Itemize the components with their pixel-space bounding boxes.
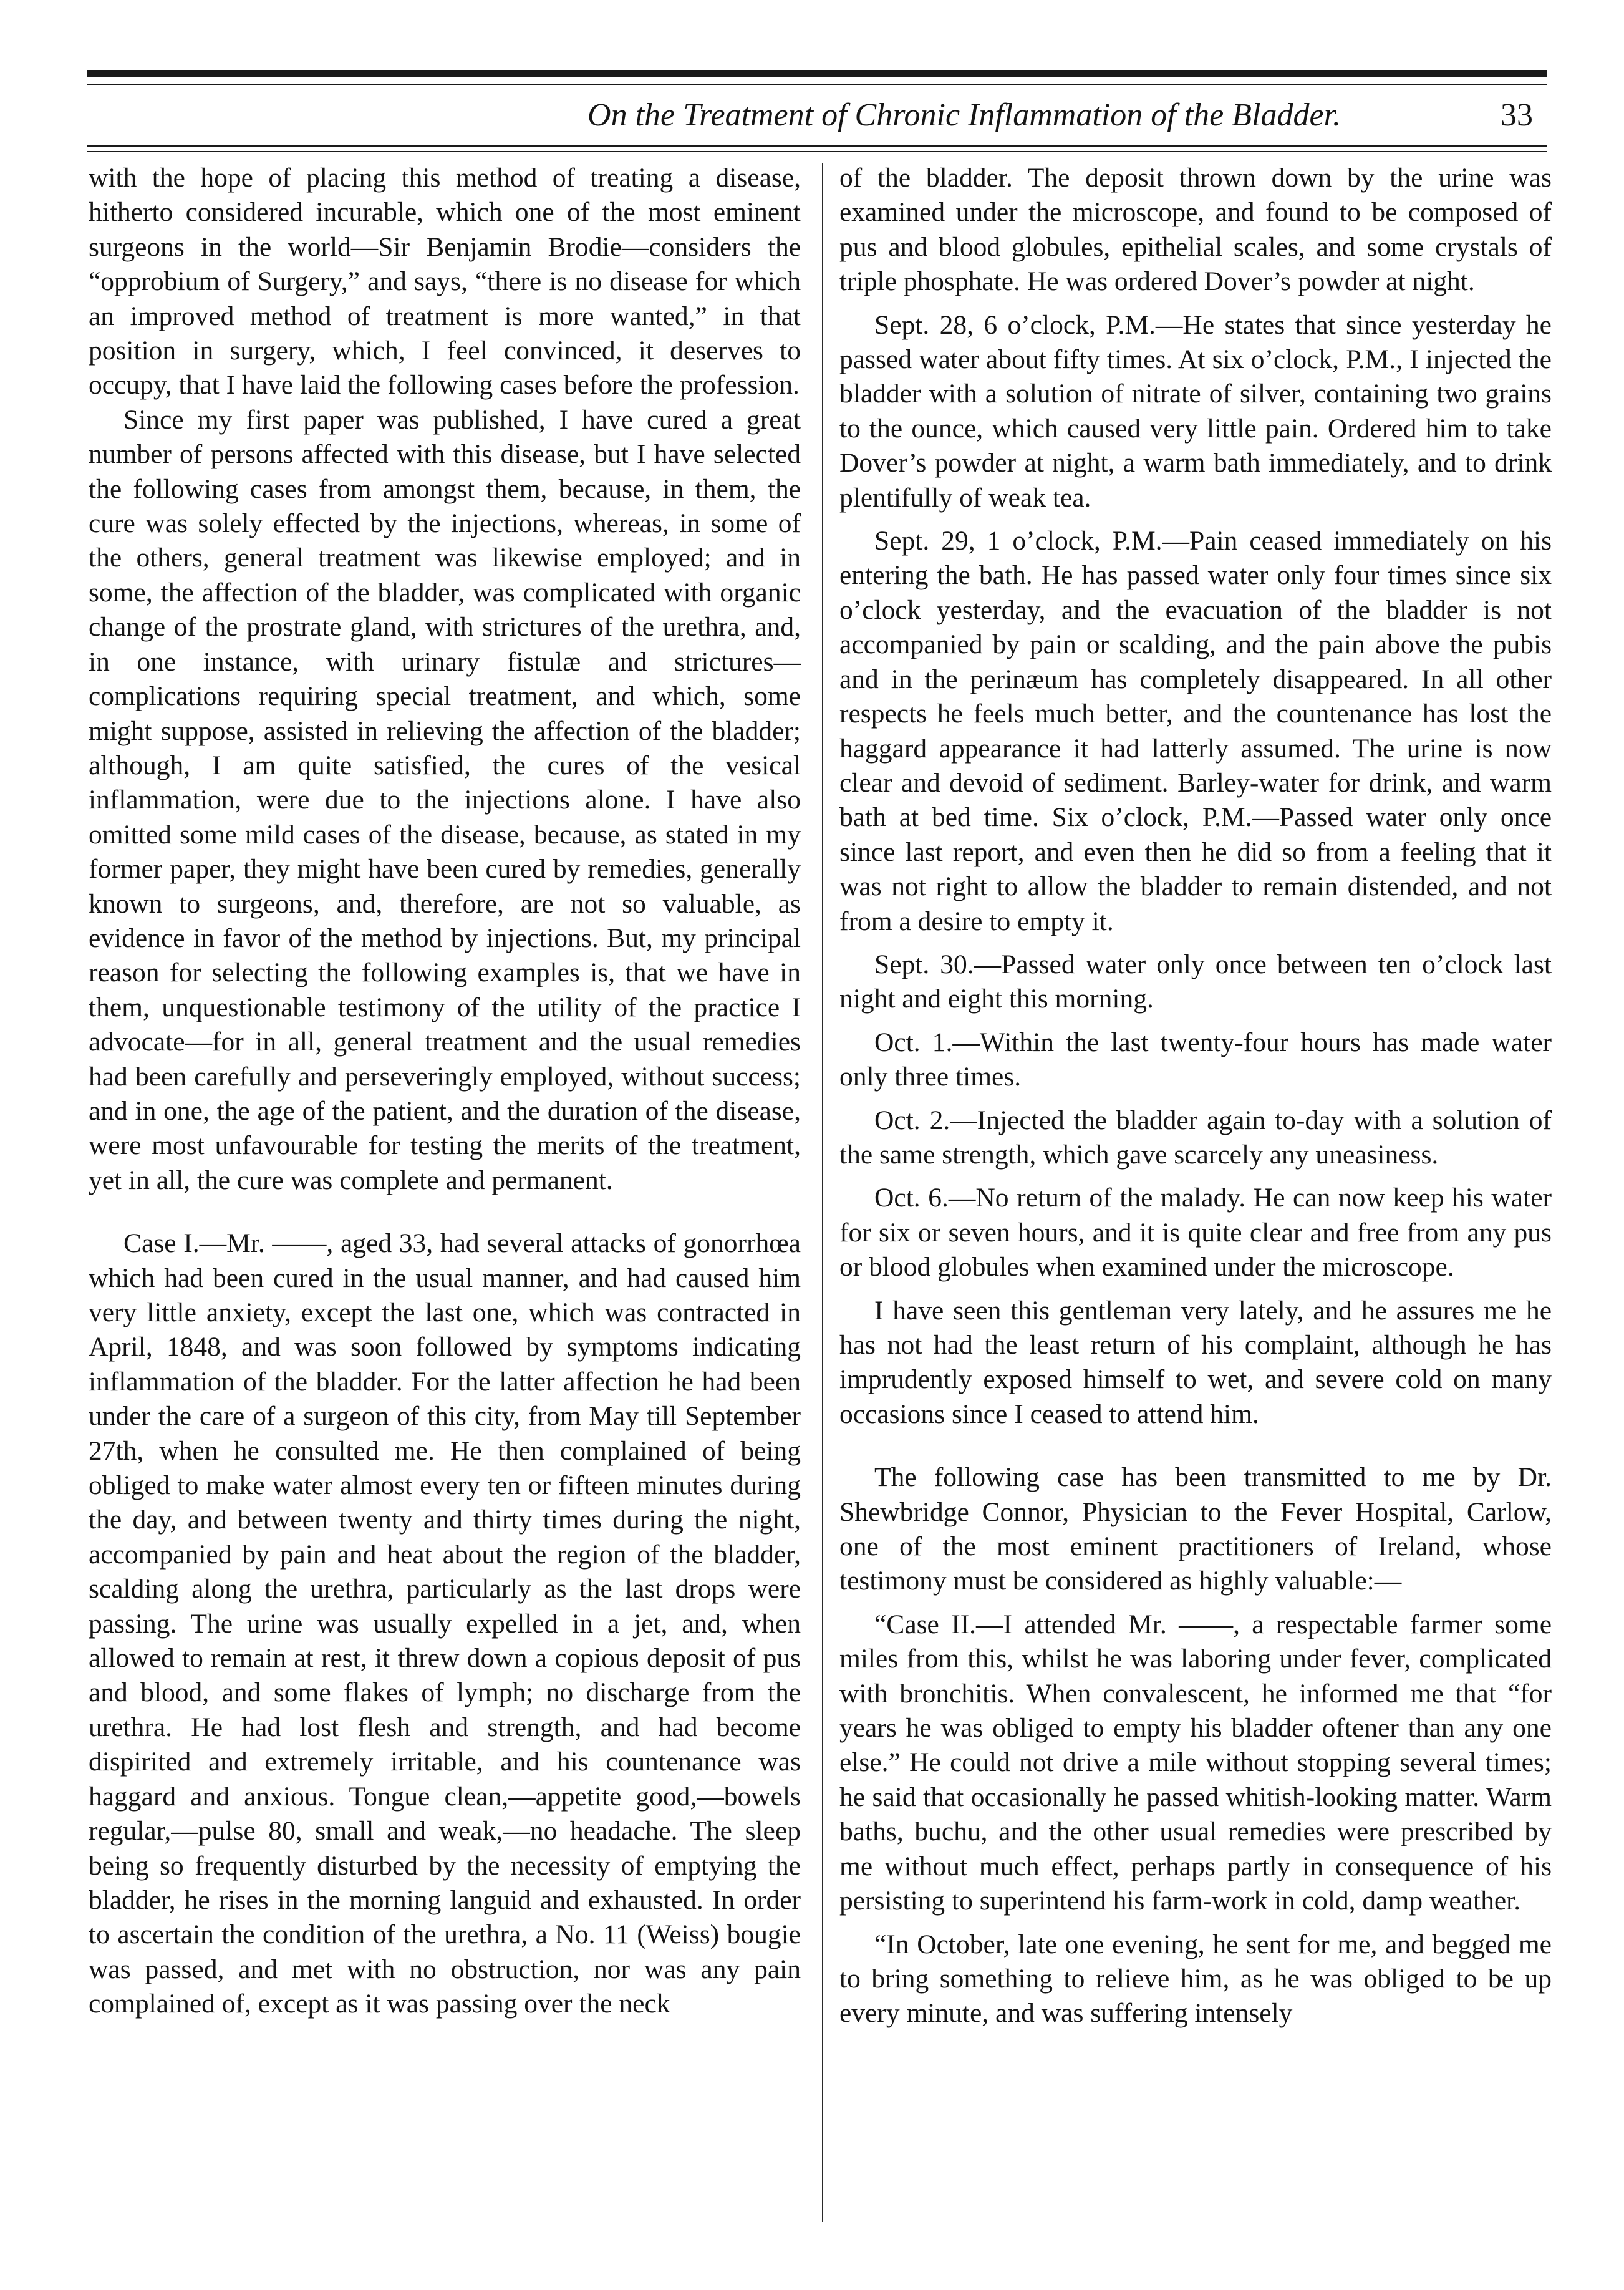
case-two-paragraph: “Case II.—I attended Mr. ——, a respectable farmer some miles from this, whilst he was laboring under fever, complicated with bronchitis. When convalescent, he informed me that “for years he was obliged to empty his bladder oftener than any one else.” He could not drive a mile without stopping several times; he said that occasionally he passed whitish-looking matter. Warm baths, buchu, and the other usual remedies were prescribed by me without much effect, perhaps partly in consequence of his persisting to superintend his farm-work in cold, damp weather.	[839, 1609, 1552, 1916]
paragraph: Oct. 2.—Injected the bladder again to-day with a solution of the same strength, which gave scarcely any uneasiness.	[839, 1105, 1552, 1170]
paragraph: “In October, late one evening, he sent for me, and begged me to bring something to relieve him, as he was obliged to be up every minute, and was suffering intensely	[839, 1929, 1552, 2029]
left-column	[89, 161, 801, 2022]
page-number: 33	[1501, 97, 1533, 133]
paragraph: Sept. 29, 1 o’clock, P.M.—Pain ceased immediately on his entering the bath. He has passed water only four times since six o’clock yesterday, and the evacuation of the bladder is not accompanied by pain or scalding, and the pain above the pubis and in the perinæum has completely disappeared. In all other respects he feels much better, and the countenance has lost the haggard appearance it had latterly assumed. The urine is now clear and devoid of sediment. Barley-water for drink, and warm bath at bed time. Six o’clock, P.M.—Passed water only once since last report, and even then he did so from a feeling that it was not right to allow the bladder to remain distended, and not from a desire to empty it.	[839, 526, 1552, 936]
paragraph: The following case has been transmitted to me by Dr. Shewbridge Connor, Physician to the Fever Hospital, Carlow, one of the most eminent practitioners of Ireland, whose testimony must be considered as highly valuable:—	[839, 1462, 1552, 1596]
paragraph: of the bladder. The deposit thrown down by the urine was examined under the microscope, and found to be composed of pus and blood globules, epithelial scales, and some crystals of triple phosphate. He was ordered Dover’s powder at night.	[839, 163, 1552, 297]
paragraph: Oct. 1.—Within the last twenty-four hours has made water only three times.	[839, 1027, 1552, 1092]
case-one-paragraph: Case I.—Mr. ——, aged 33, had several attacks of gonorrhœa which had been cured in the usual manner, and had caused him very little anxiety, except the last one, which was contracted in April, 1848, and was soon followed by symptoms indicating inflammation of the bladder. For the latter affection he had been under the care of a surgeon of this city, from May till September 27th, when he consulted me. He then complained of being obliged to make water almost every ten or fifteen minutes during the day, and between twenty and thirty times during the night, accompanied by pain and heat about the region of the bladder, scalding along the urethra, particularly as the last drops were passing. The urine was usually expelled in a jet, and, when allowed to remain at rest, it threw down a copious deposit of pus and blood, and some flakes of lymph; no discharge from the urethra. He had lost flesh and strength, and had become dispirited and extremely irritable, and his countenance was haggard and anxious. Tongue clean,—appetite good,—bowels regular,—pulse 80, small and weak,—no headache. The sleep being so frequently disturbed by the necessity of emptying the bladder, he rises in the morning languid and exhausted. In order to ascertain the condition of the urethra, a No. 11 (Weiss) bougie was passed, and met with no obstruction, nor was any pain complained of, except as it was passing over the neck	[89, 1228, 801, 2019]
paragraph: Oct. 6.—No return of the malady. He can now keep his water for six or seven hours, and it is quite clear and free from any pus or blood globules when examined under the microscope.	[839, 1183, 1552, 1283]
top-thick-rule	[87, 70, 1547, 77]
right-column	[839, 161, 1552, 2031]
running-title: On the Treatment of Chronic Inflammation of the Bladder.	[587, 97, 1341, 133]
paragraph: Sept. 28, 6 o’clock, P.M.—He states that since yesterday he passed water about fifty times. At six o’clock, P.M., I injected the bladder with a solution of nitrate of silver, containing two grains to the ounce, which caused very little pain. Ordered him to take Dover’s powder at night, a warm bath immediately, and to drink plentifully of weak tea.	[839, 309, 1552, 513]
column-divider	[822, 163, 823, 2222]
paragraph: I have seen this gentleman very lately, and he assures me he has not had the least return of his complaint, although he has imprudently exposed himself to wet, and severe cold on many occasions since I ceased to attend him.	[839, 1295, 1552, 1429]
page-header	[87, 94, 1547, 137]
paragraph: with the hope of placing this method of treating a disease, hitherto considered incurable, which one of the most eminent surgeons in the world—Sir Benjamin Brodie—considers the “opprobium of Surgery,” and says, “there is no disease for which an improved method of treatment is more wanted,” in that position in surgery, which, I feel convinced, it deserves to occupy, that I have laid the following cases before the profession.	[89, 163, 801, 400]
top-thin-rule	[87, 84, 1547, 85]
paragraph: Sept. 30.—Passed water only once between ten o’clock last night and eight this morning.	[839, 949, 1552, 1014]
paragraph: Since my first paper was published, I have cured a great number of persons affected with this disease, but I have selected the following cases from amongst them, because, in them, the cure was solely effected by the injections, whereas, in some of the others, general treatment was likewise employed; and in some, the affection of the bladder, was complicated with organic change of the prostrate gland, with strictures of the urethra, and, in one instance, with urinary fistulæ and strictures—complications requiring special treatment, and which, some might suppose, assisted in relieving the affection of the bladder; although, I am quite satisfied, the cures of the vesical inflammation, were due to the injections alone. I have also omitted some mild cases of the disease, because, as stated in my former paper, they might have been cured by remedies, generally known to surgeons, and, therefore, are not so valuable, as evidence in favor of the method by injections. But, my principal reason for selecting the following examples is, that we have in them, unquestionable testimony of the utility of the practice I advocate—for in all, general treatment and the usual remedies had been carefully and perseveringly employed, without success; and in one, the age of the patient, and the duration of the disease, were most unfavourable for testing the merits of the treatment, yet in all, the cure was complete and permanent.	[89, 404, 801, 1195]
header-underline	[87, 145, 1547, 147]
header-underline-second	[87, 151, 1547, 152]
